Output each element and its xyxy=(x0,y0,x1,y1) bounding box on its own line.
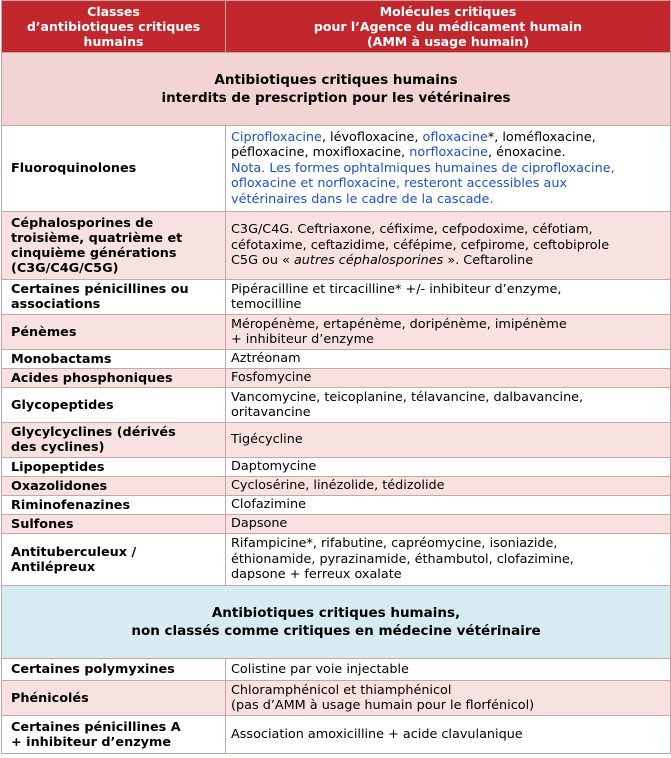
class-cell: Pénèmes xyxy=(2,315,226,350)
table-row xyxy=(2,280,671,315)
class-cell: Céphalosporines de troisième, quatrième et cinquième générations (C3G/C4G/C5G) xyxy=(2,212,226,280)
molecules-cell: Ciprofloxacine, lévofloxacine, ofloxacine*, loméfloxacine, péfloxacine, moxifloxacine, norfloxacine, énoxacine. Nota. Les formes ophtalmiques humaines de ciprofloxacine, ofloxacine et norfloxacine, resteront accessibles aux vétérinaires dans le cadre de la cascade. xyxy=(226,126,671,212)
molecules-cell: Tigécycline xyxy=(226,423,671,458)
molecules-cell: Méropénème, ertapénème, doripénème, imipénème + inhibiteur d’enzyme xyxy=(226,315,671,350)
table-row xyxy=(2,496,671,515)
table-row xyxy=(2,369,671,388)
class-cell: Riminofenazines xyxy=(2,496,226,515)
table-row xyxy=(2,659,671,681)
molecules-cell: Colistine par voie injectable xyxy=(226,659,671,681)
class-cell: Antituberculeux / Antilépreux xyxy=(2,534,226,586)
table-row xyxy=(2,534,671,586)
class-cell: Lipopeptides xyxy=(2,458,226,477)
molecules-cell: Association amoxicilline + acide clavulanique xyxy=(226,716,671,754)
table-row xyxy=(2,315,671,350)
table-row xyxy=(2,458,671,477)
drug-link: Ciprofloxacine xyxy=(231,129,322,145)
drug-link: norfloxacine xyxy=(409,145,488,161)
table-row xyxy=(2,477,671,496)
class-cell: Monobactams xyxy=(2,350,226,369)
molecules-cell: Fosfomycine xyxy=(226,369,671,388)
class-cell: Glycopeptides xyxy=(2,388,226,423)
table-header-row xyxy=(2,1,671,53)
section-title: Antibiotiques critiques humains interdits de prescription pour les vétérinaires xyxy=(2,53,671,126)
molecules-cell: Rifampicine*, rifabutine, capréomycine, isoniazide, éthionamide, pyrazinamide, éthambutol, clofazimine, dapsone + ferreux oxalate xyxy=(226,534,671,586)
class-cell: Certaines pénicillines ou associations xyxy=(2,280,226,315)
header-molecules: Molécules critiques pour l’Agence du médicament humain (AMM à usage humain) xyxy=(226,1,671,53)
table-row xyxy=(2,681,671,716)
molecules-cell: Clofazimine xyxy=(226,496,671,515)
class-cell: Fluoroquinolones xyxy=(2,126,226,212)
class-cell: Glycylcyclines (dérivés des cyclines) xyxy=(2,423,226,458)
section-banner-prohibited xyxy=(2,53,671,126)
class-cell: Oxazolidones xyxy=(2,477,226,496)
nota-text: vétérinaires dans le cadre de la cascade. xyxy=(231,191,494,207)
molecules-cell: C3G/C4G. Ceftriaxone, céfixime, cefpodoxime, céfotiam, céfotaxime, ceftazidime, céfépime, cefpirome, ceftobiprole C5G ou « autres céphalosporines ». Ceftaroline xyxy=(226,212,671,280)
table-row xyxy=(2,212,671,280)
molecules-cell: Pipéracilline et tircacilline* +/- inhibiteur d’enzyme, temocilline xyxy=(226,280,671,315)
molecules-cell: Dapsone xyxy=(226,515,671,534)
class-cell: Phénicolés xyxy=(2,681,226,716)
molecules-cell: Vancomycine, teicoplanine, télavancine, dalbavancine, oritavancine xyxy=(226,388,671,423)
molecules-cell: Aztréonam xyxy=(226,350,671,369)
drug-link: ofloxacine xyxy=(422,129,488,145)
molecules-cell: Cyclosérine, linézolide, tédizolide xyxy=(226,477,671,496)
header-classes: Classes d’antibiotiques critiques humains xyxy=(2,1,226,53)
table-row xyxy=(2,515,671,534)
molecules-cell: Chloramphénicol et thiamphénicol (pas d’AMM à usage humain pour le florfénicol) xyxy=(226,681,671,716)
table-row xyxy=(2,126,671,212)
table-row xyxy=(2,423,671,458)
section-banner-not-critical-vet xyxy=(2,586,671,659)
class-cell: Certaines polymyxines xyxy=(2,659,226,681)
molecules-cell: Daptomycine xyxy=(226,458,671,477)
table-row xyxy=(2,350,671,369)
antibiotics-table xyxy=(1,0,671,754)
class-cell: Sulfones xyxy=(2,515,226,534)
class-cell: Certaines pénicillines A + inhibiteur d’enzyme xyxy=(2,716,226,754)
nota-text: Nota. Les formes ophtalmiques humaines de ciprofloxacine, xyxy=(231,160,615,176)
section-title: Antibiotiques critiques humains, non classés comme critiques en médecine vétérinaire xyxy=(2,586,671,659)
table-row xyxy=(2,388,671,423)
class-cell: Acides phosphoniques xyxy=(2,369,226,388)
table-row xyxy=(2,716,671,754)
nota-text: ofloxacine et norfloxacine, resteront accessibles aux xyxy=(231,176,568,192)
